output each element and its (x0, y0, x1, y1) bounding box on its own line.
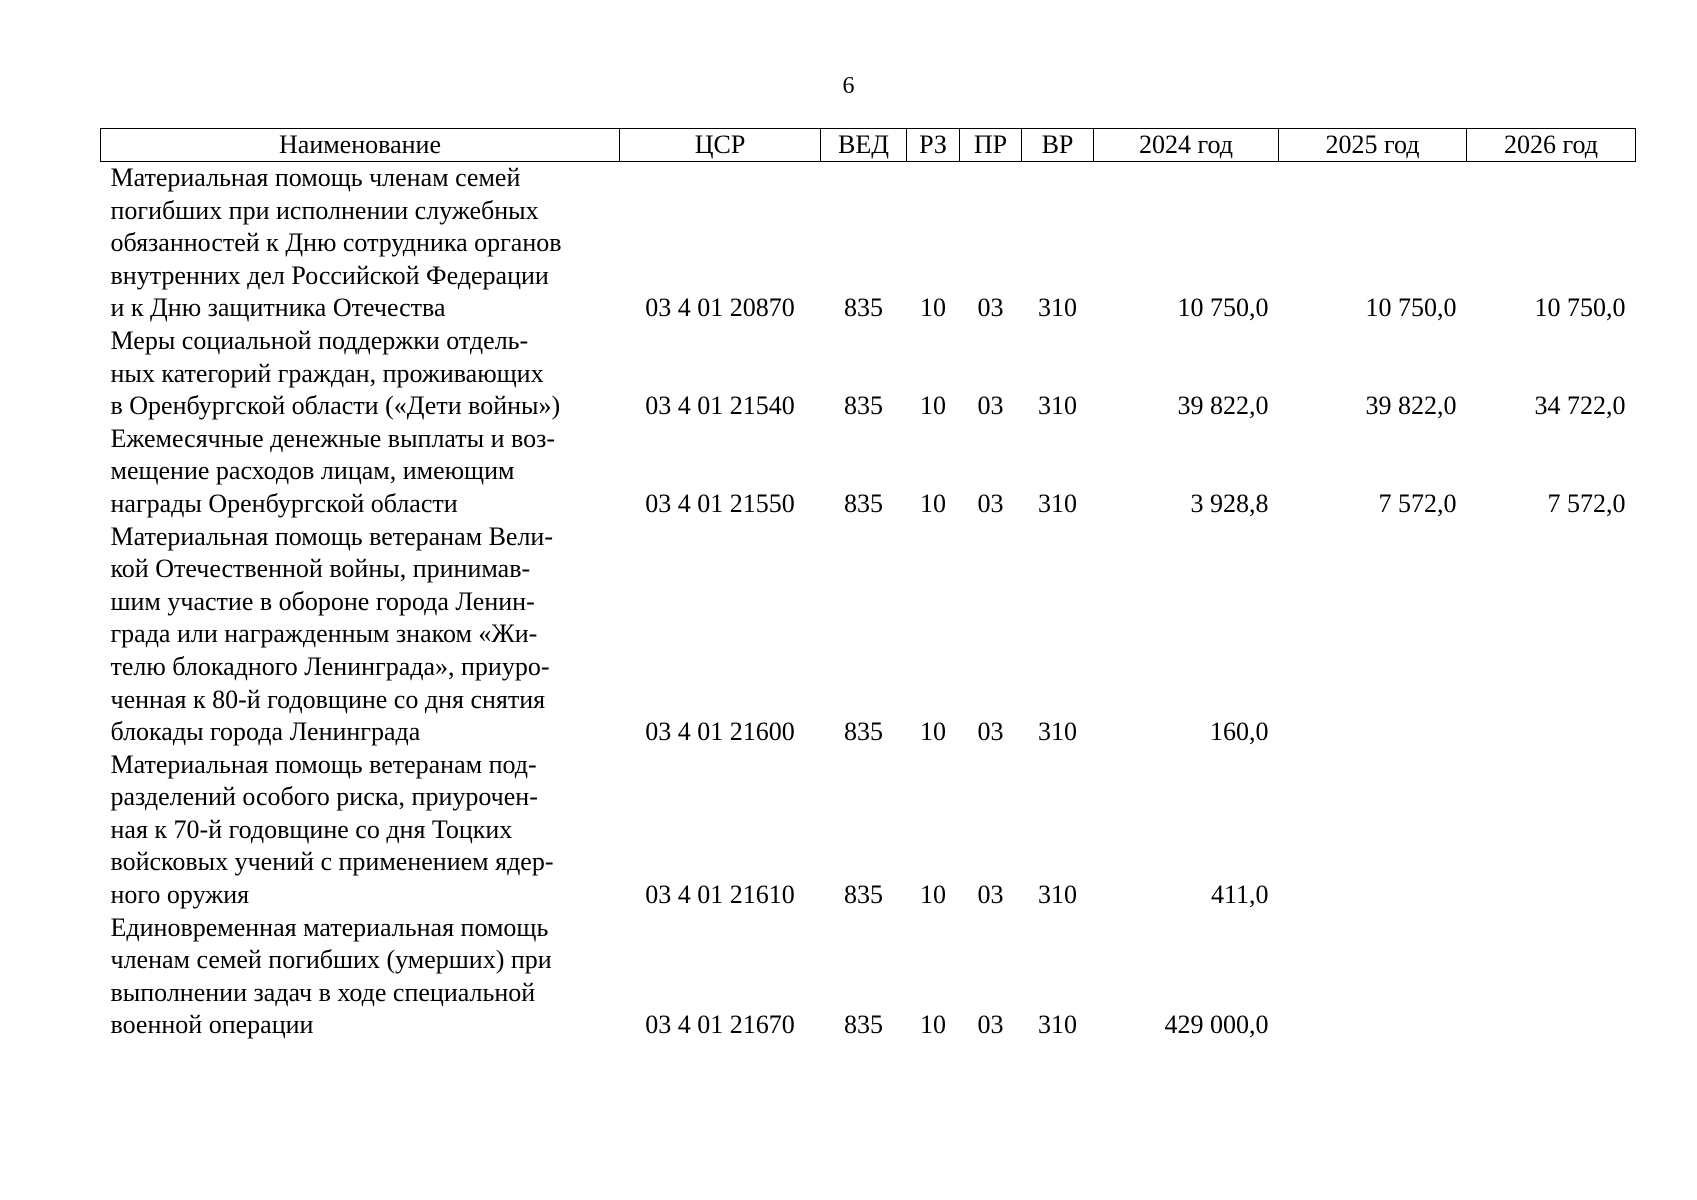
name-line: блокады города Ленинграда (110, 717, 421, 747)
name-line: награды Оренбургской области (110, 488, 458, 518)
row-vr: 310 (1038, 717, 1077, 747)
name-line: ных категорий граждан, проживающих (110, 358, 544, 388)
name-line: внутренних дел Российской Федерации (110, 260, 549, 290)
header-rz: РЗ (907, 129, 960, 162)
row-2024: 411,0 (1210, 880, 1269, 910)
row-rz: 10 (920, 391, 946, 421)
row-ved: 835 (844, 717, 883, 747)
row-2026 (1467, 749, 1636, 912)
row-ved: 835 (844, 880, 883, 910)
header-vr: ВР (1022, 129, 1094, 162)
row-2024: 39 822,0 (1177, 391, 1269, 421)
row-name (101, 423, 620, 521)
name-line: войсковых учений с применением ядер- (110, 847, 554, 877)
table-row (101, 912, 1636, 1042)
header-2025: 2025 год (1279, 129, 1467, 162)
row-rz: 10 (920, 1010, 946, 1040)
row-vr: 310 (1038, 488, 1077, 518)
row-2025: 10 750,0 (1365, 293, 1457, 323)
name-line: в Оренбургской области («Дети войны») (110, 391, 561, 421)
table-row (101, 521, 1636, 749)
row-rz: 10 (920, 488, 946, 518)
row-csr: 03 4 01 21540 (645, 391, 795, 421)
row-2025 (1279, 912, 1467, 1042)
name-line: военной операции (110, 1010, 314, 1040)
name-line: града или награжденным знаком «Жи- (110, 619, 538, 649)
name-line: выполнении задач в ходе специальной (110, 977, 536, 1007)
name-line: разделений особого риска, приурочен- (110, 782, 538, 812)
table-row (101, 325, 1636, 423)
name-line: шим участие в обороне города Ленин- (110, 586, 535, 616)
header-2026: 2026 год (1467, 129, 1636, 162)
header-ved: ВЕД (821, 129, 907, 162)
row-2026: 34 722,0 (1534, 391, 1626, 421)
row-2025: 39 822,0 (1365, 391, 1457, 421)
row-vr: 310 (1038, 880, 1077, 910)
row-ved: 835 (844, 391, 883, 421)
row-pr: 03 (977, 1010, 1004, 1040)
name-line: Материальная помощь ветеранам Вели- (110, 521, 554, 551)
row-pr: 03 (977, 717, 1004, 747)
name-line: ченная к 80-й годовщине со дня снятия (110, 684, 546, 714)
row-2024: 429 000,0 (1164, 1010, 1269, 1040)
row-2025 (1279, 521, 1467, 749)
table-row (101, 423, 1636, 521)
name-line: Ежемесячные денежные выплаты и воз- (110, 423, 556, 453)
header-row (101, 129, 1636, 162)
row-name (101, 162, 620, 325)
row-2026 (1467, 912, 1636, 1042)
header-csr: ЦСР (620, 129, 821, 162)
name-line: членам семей погибших (умерших) при (110, 945, 552, 975)
row-name (101, 521, 620, 749)
row-2026: 10 750,0 (1534, 293, 1626, 323)
row-rz: 10 (920, 717, 946, 747)
row-csr: 03 4 01 20870 (645, 293, 795, 323)
table-body (101, 162, 1636, 1043)
row-2024: 3 928,8 (1190, 488, 1269, 518)
table-header (101, 129, 1636, 162)
row-name (101, 749, 620, 912)
table-row (101, 749, 1636, 912)
row-pr: 03 (977, 293, 1004, 323)
row-rz: 10 (920, 293, 946, 323)
name-line: погибших при исполнении служебных (110, 195, 539, 225)
header-2024: 2024 год (1094, 129, 1279, 162)
row-2024: 160,0 (1210, 717, 1269, 747)
row-vr: 310 (1038, 391, 1077, 421)
name-line: ная к 70-й годовщине со дня Тоцких (110, 814, 513, 844)
name-line: телю блокадного Ленинграда», приуро- (110, 651, 550, 681)
row-csr: 03 4 01 21550 (645, 488, 795, 518)
header-name: Наименование (101, 129, 620, 162)
table-row (101, 162, 1636, 325)
row-name (101, 325, 620, 423)
row-rz: 10 (920, 880, 946, 910)
budget-table (100, 128, 1636, 1042)
row-vr: 310 (1038, 1010, 1077, 1040)
row-csr: 03 4 01 21670 (645, 1010, 795, 1040)
name-line: мещение расходов лицам, имеющим (110, 456, 515, 486)
row-2024: 10 750,0 (1177, 293, 1269, 323)
row-2025: 7 572,0 (1378, 488, 1457, 518)
name-line: Единовременная материальная помощь (110, 912, 549, 942)
name-line: ного оружия (110, 880, 250, 910)
row-name (101, 912, 620, 1042)
row-csr: 03 4 01 21610 (645, 880, 795, 910)
row-vr: 310 (1038, 293, 1077, 323)
header-pr: ПР (960, 129, 1022, 162)
row-2025 (1279, 749, 1467, 912)
row-ved: 835 (844, 293, 883, 323)
row-ved: 835 (844, 1010, 883, 1040)
name-line: Материальная помощь членам семей (110, 163, 521, 192)
name-line: Материальная помощь ветеранам под- (110, 749, 537, 779)
row-ved: 835 (844, 488, 883, 518)
row-2026: 7 572,0 (1547, 488, 1626, 518)
page-number: 6 (842, 73, 855, 99)
row-csr: 03 4 01 21600 (645, 717, 795, 747)
name-line: кой Отечественной войны, принимав- (110, 554, 531, 584)
row-pr: 03 (977, 488, 1004, 518)
name-line: и к Дню защитника Отечества (110, 293, 446, 323)
name-line: обязанностей к Дню сотрудника органов (110, 228, 562, 258)
row-2026 (1467, 521, 1636, 749)
name-line: Меры социальной поддержки отдель- (110, 325, 529, 355)
row-pr: 03 (977, 391, 1004, 421)
row-pr: 03 (977, 880, 1004, 910)
